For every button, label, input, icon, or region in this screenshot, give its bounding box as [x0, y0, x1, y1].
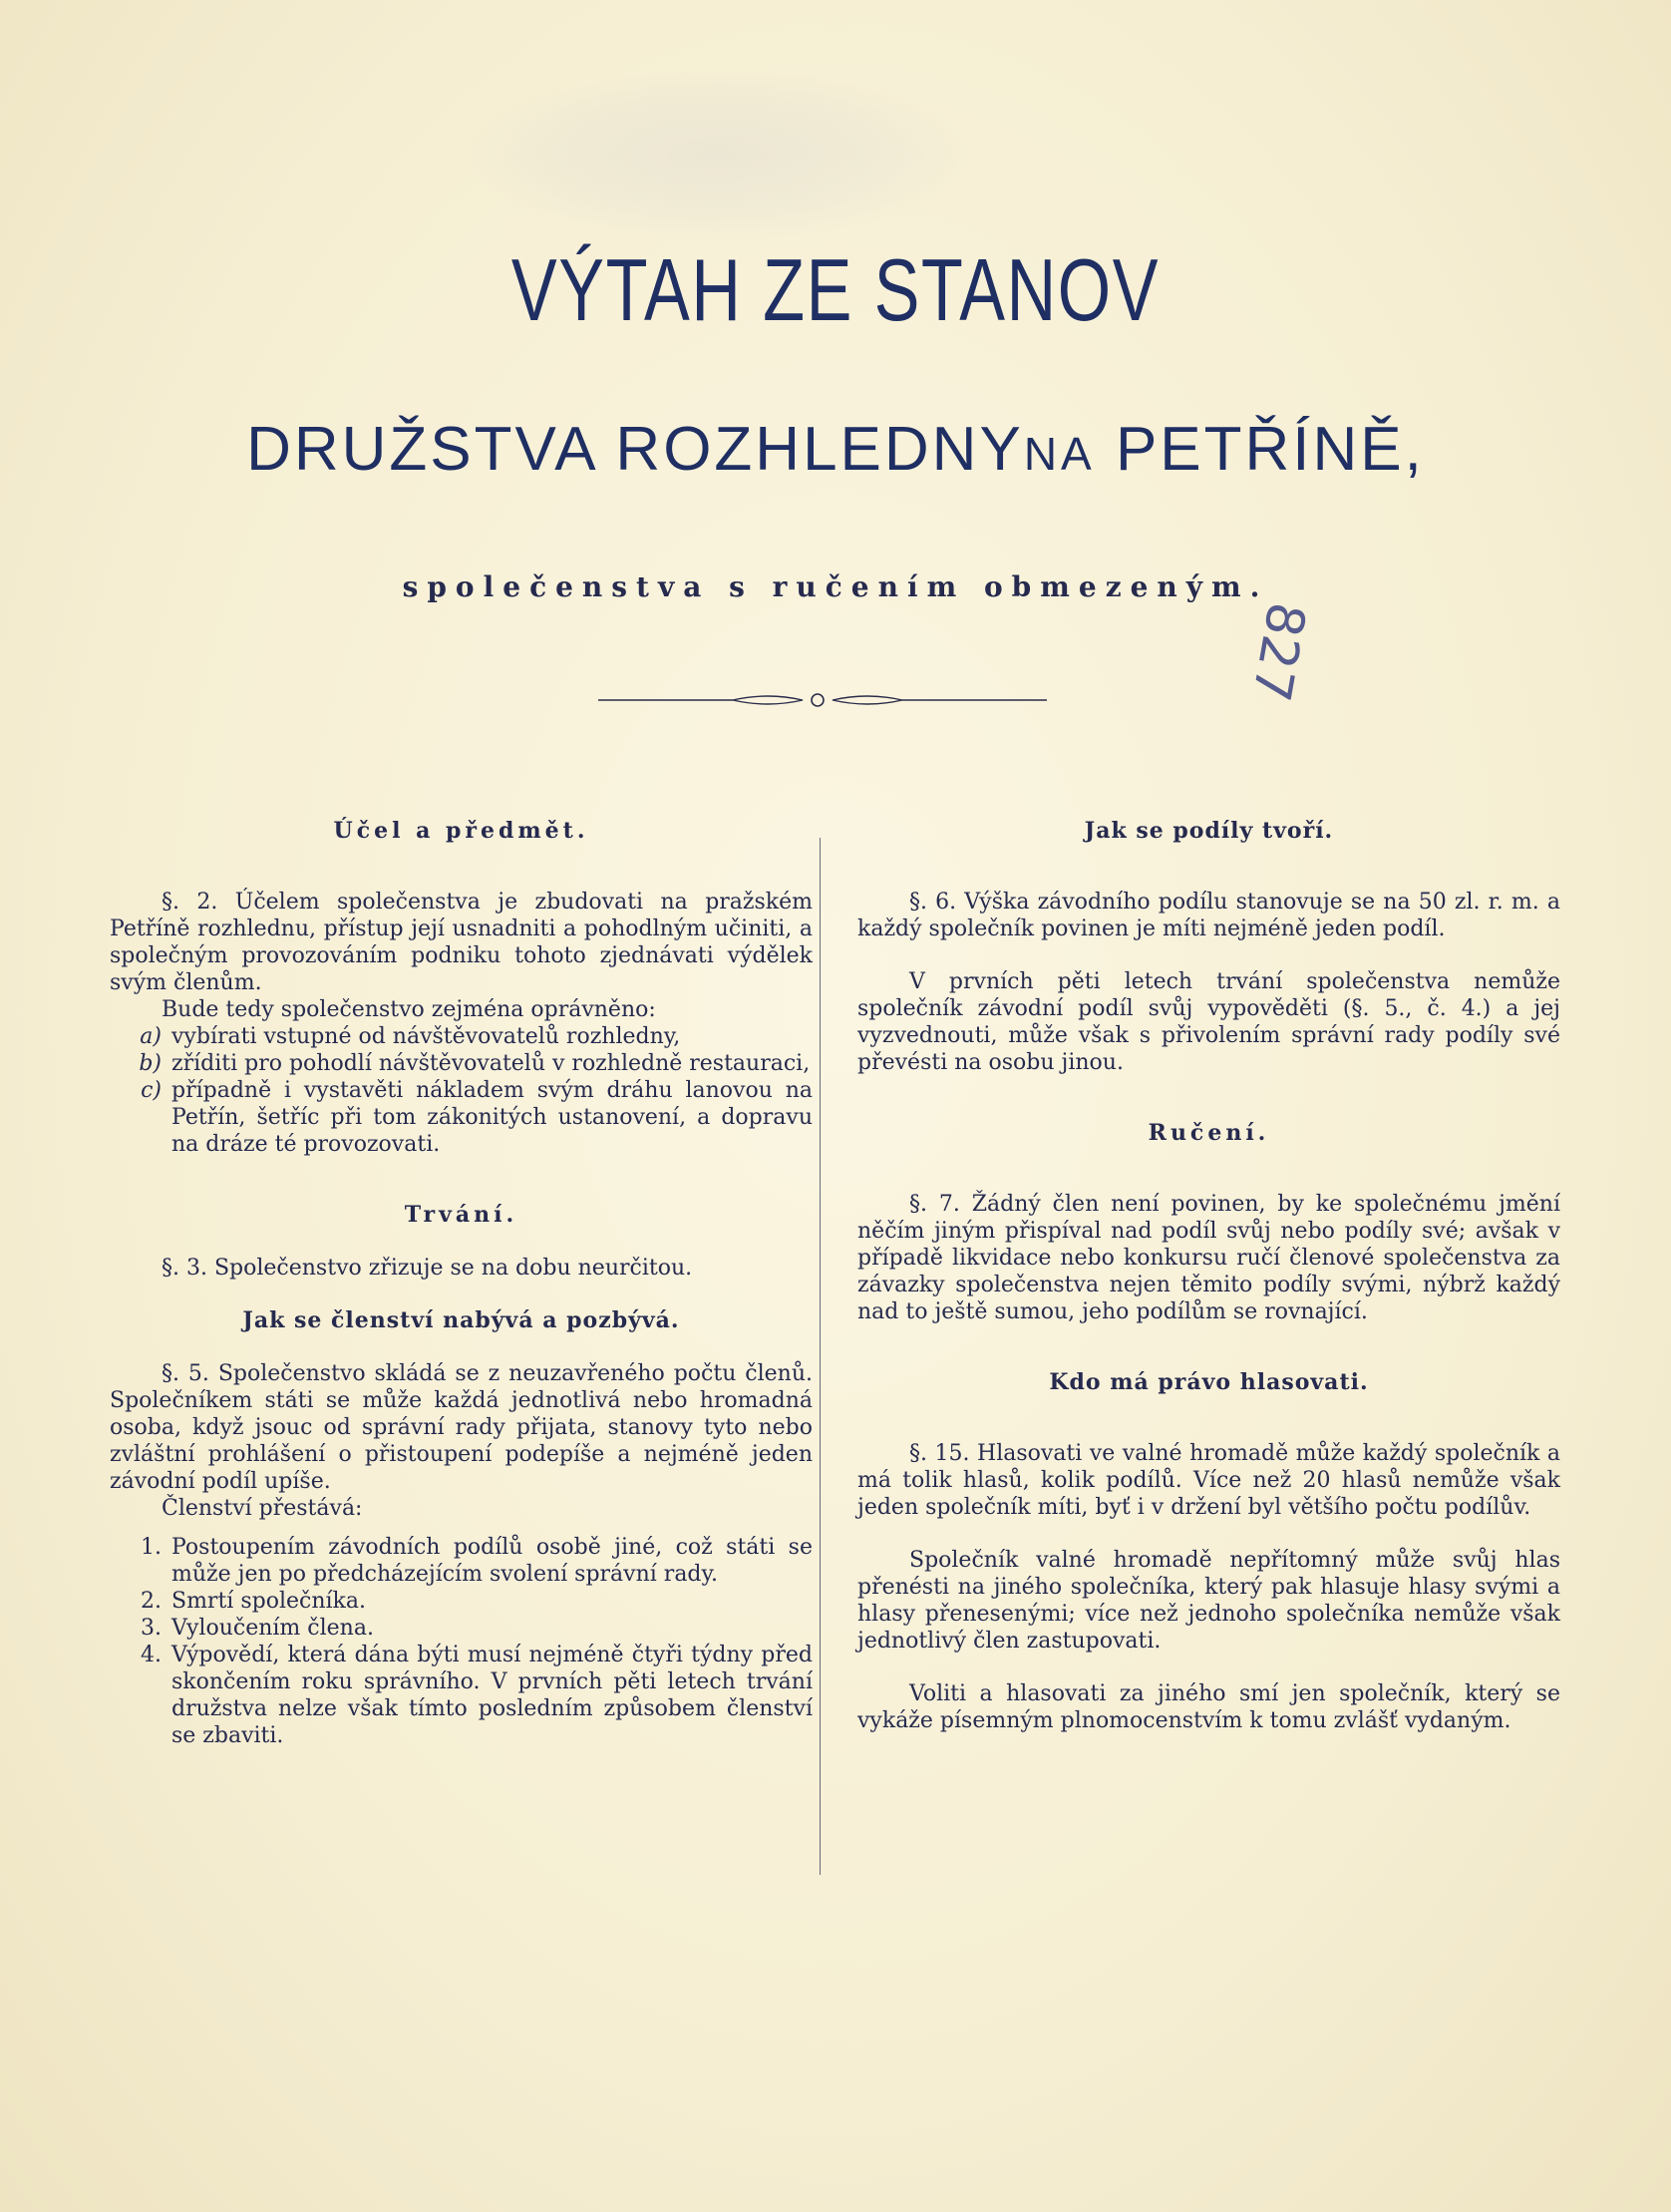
paragraph-s15: §. 15. Hlasovati ve valné hromadě může každý společník a má tolik hlasů, kolik podílů. Více než 20 hlasů nemůže však jeden společník míti, byť i v držení byl většího počtu podílův.: [857, 1441, 1560, 1520]
section-heading-hlasovani: Kdo má právo hlasovati.: [1049, 1369, 1369, 1395]
paragraph-s3: §. 3. Společenstvo zřizuje se na dobu neurčitou.: [162, 1256, 693, 1281]
list-mark: 3.: [141, 1616, 162, 1641]
paragraph-prenos-hlasu: Společník valné hromadě nepřítomný může svůj hlas přenésti na jiného společníka, který pak hlasuje hlasy svými a hlasy přenesenými; více než jednoho společníka nemůže však jednotlivý člen zastupovati.: [857, 1548, 1560, 1654]
list-text: Smrtí společníka.: [171, 1589, 366, 1614]
section-heading-trvani: Trvání.: [404, 1202, 518, 1228]
right-column: [857, 818, 1560, 1734]
list-text: Vyloučením člena.: [171, 1616, 374, 1641]
list-text: vybírati vstupné od návštěvovatelů rozhledny,: [171, 1024, 681, 1049]
paragraph-s2: §. 2. Účelem společenstva je zbudovati na pražském Petříně rozhlednu, přístup její usnadniti a pohodlným učiniti, a společným provozováním podniku tohoto zjednávati výdělek svým členům.: [110, 890, 813, 995]
paragraph-s5: §. 5. Společenstvo skládá se z neuzavřeného počtu členů. Společníkem státi se může každá jednotlivá nebo hromadná osoba, když jsouc od správní rady přijata, stanovy tyto nebo zvláštní prohlášení o přistoupení podepíše a nejméně jeden závodní podíl upíše.: [110, 1361, 813, 1494]
list-mark: c): [141, 1078, 162, 1103]
handwritten-number: 827: [1239, 597, 1316, 706]
title-part-a: DRUŽSTVA ROZHLEDNY: [246, 415, 1024, 484]
list-text: případně i vystavěti nákladem svým dráhu lanovou na Petřín, šetříc při tom zákonitých ustanovení, a dopravu na dráze té provozovati.: [171, 1078, 813, 1157]
paragraph-clenstvi-prestava: Členství přestává:: [162, 1496, 363, 1521]
column-divider: [820, 838, 821, 1875]
title-part-c: PETŘÍNĚ,: [1115, 415, 1425, 484]
paragraph-vypoved: V prvních pěti letech trvání společenstva nemůže společník závodní podíl svůj vypověděti (§. 5., č. 4.) a jej vyzvednouti, může však s přivolením správní rady podíly své převésti na osobu jinou.: [857, 969, 1560, 1075]
list-mark: a): [140, 1024, 162, 1049]
section-heading-clenstvi: Jak se členství nabývá a pozbývá.: [242, 1307, 680, 1333]
list-item: [110, 1023, 813, 1050]
document-title: VÝTAH ZE STANOV: [510, 240, 1161, 339]
section-heading-podily: Jak se podíly tvoří.: [1084, 818, 1334, 844]
list-mark: 4.: [141, 1643, 162, 1667]
paragraph-plnomocenstvi: Voliti a hlasovati za jiného smí jen společník, který se vykáže písemným plnomocenstvím k tomu zvlášť vydaným.: [857, 1681, 1560, 1733]
document-title-line2: [0, 414, 1671, 485]
list-mark: 1.: [141, 1535, 162, 1560]
document-subtitle: společenstva s ručením obmezeným.: [402, 570, 1269, 603]
list-mark: b): [139, 1051, 162, 1076]
list-item: [110, 1588, 813, 1615]
section-heading-ruceni: Ručení.: [1148, 1120, 1270, 1146]
title-part-b: NA: [1023, 428, 1096, 480]
paragraph-s6: §. 6. Výška závodního podílu stanovuje se na 50 zl. r. m. a každý společník povinen je míti nejméně jeden podíl.: [857, 890, 1560, 941]
list-text: Postoupením závodních podílů osobě jiné, což státi se může jen po předcházejícím svolení správní rady.: [171, 1535, 813, 1587]
section-heading-ucel: Účel a předmět.: [333, 818, 589, 844]
list-item: [110, 1050, 813, 1077]
list-text: Výpovědí, která dána býti musí nejméně čtyři týdny před skončením roku správního. V prvních pěti letech trvání družstva nelze však tímto posledním způsobem členství se zbaviti.: [171, 1643, 813, 1748]
ornamental-rule: [598, 682, 1047, 718]
list-text: zříditi pro pohodlí návštěvovatelů v rozhledně restauraci,: [171, 1051, 811, 1076]
paragraph-intro: Bude tedy společenstvo zejména oprávněno:: [162, 997, 656, 1022]
list-item: [110, 1534, 813, 1588]
left-column: [110, 818, 813, 1749]
faded-stamp: [469, 70, 967, 239]
list-mark: 2.: [141, 1589, 162, 1614]
list-item: [110, 1642, 813, 1749]
list-item: [110, 1077, 813, 1158]
paragraph-s7: §. 7. Žádný člen není povinen, by ke společnému jmění něčím jiným přispíval nad podíl svůj nebo podíly své; avšak v případě likvidace nebo konkursu ručí členové společenstva za závazky společenstva nejen těmito podíly svými, nýbrž každý nad to ještě sumou, jeho podílům se rovnající.: [857, 1192, 1560, 1324]
list-item: [110, 1615, 813, 1642]
